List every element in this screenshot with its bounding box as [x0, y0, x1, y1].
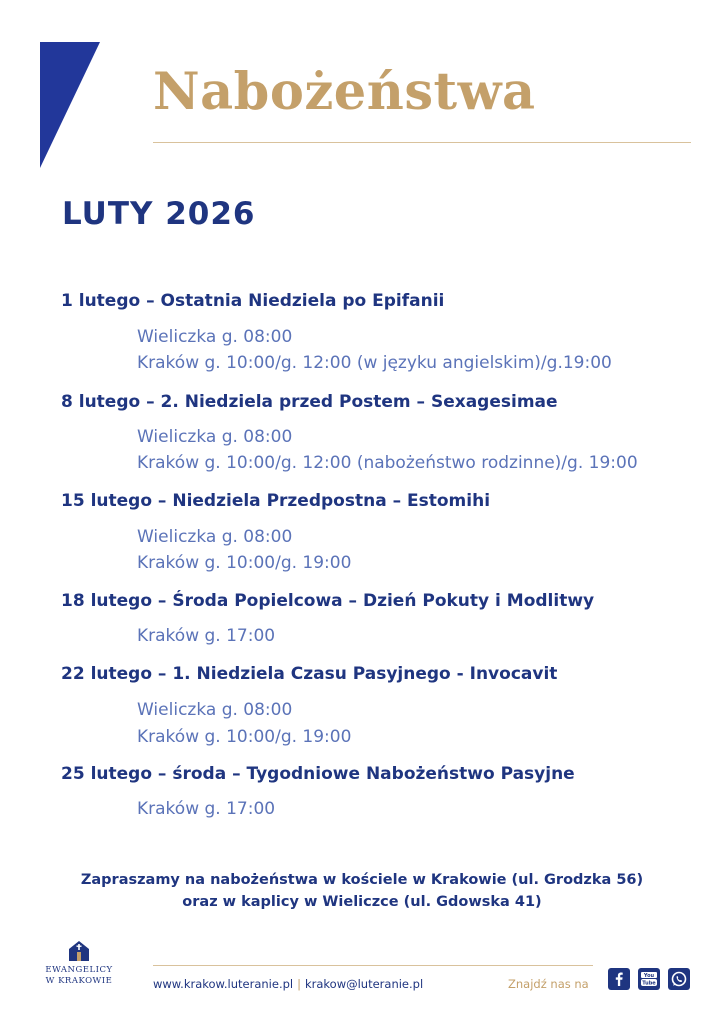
- service-title: 25 lutego – środa – Tygodniowe Nabożeństwo Pasyjne: [61, 764, 575, 784]
- website-link[interactable]: www.krakow.luteranie.pl: [153, 977, 294, 991]
- contact-info: [153, 977, 423, 991]
- title-divider: [153, 142, 691, 143]
- invitation-line: Zapraszamy na nabożeństwa w kościele w Krakowie (ul. Grodzka 56): [80, 872, 644, 888]
- service-time: Kraków g. 10:00/g. 12:00 (nabożeństwo rodzinne)/g. 19:00: [137, 453, 638, 473]
- facebook-icon[interactable]: [608, 968, 630, 990]
- church-house-icon: [68, 940, 90, 962]
- youtube-icon[interactable]: [638, 968, 660, 990]
- logo-text: W KRAKOWIE: [45, 976, 113, 986]
- whatsapp-icon[interactable]: [668, 968, 690, 990]
- service-title: 15 lutego – Niedziela Przedpostna – Estomihi: [61, 491, 491, 511]
- page-title: Nabożeństwa: [153, 62, 536, 122]
- service-time: Wieliczka g. 08:00: [137, 700, 293, 720]
- service-title: 22 lutego – 1. Niedziela Czasu Pasyjnego - Invocavit: [61, 664, 558, 684]
- service-time: Kraków g. 10:00/g. 12:00 (w języku angielskim)/g.19:00: [137, 353, 612, 373]
- invitation-line: oraz w kaplicy w Wieliczce (ul. Gdowska 41): [182, 894, 542, 910]
- month-heading: LUTY 2026: [62, 196, 256, 232]
- logo-text: EWANGELICY: [45, 965, 113, 975]
- corner-triangle-decoration: [40, 42, 100, 168]
- find-us-label: Znajdź nas na: [508, 977, 589, 991]
- service-title: 8 lutego – 2. Niedziela przed Postem – Sexagesimae: [61, 392, 558, 412]
- service-time: Wieliczka g. 08:00: [137, 427, 293, 447]
- service-time: Kraków g. 17:00: [137, 799, 276, 819]
- service-time: Kraków g. 10:00/g. 19:00: [137, 553, 352, 573]
- separator: |: [297, 977, 301, 991]
- svg-text:Tube: Tube: [642, 980, 656, 987]
- service-time: Kraków g. 17:00: [137, 626, 276, 646]
- email-link[interactable]: krakow@luteranie.pl: [304, 977, 424, 991]
- service-time: Wieliczka g. 08:00: [137, 327, 293, 347]
- footer-divider: [153, 965, 593, 966]
- service-time: Wieliczka g. 08:00: [137, 527, 293, 547]
- service-title: 18 lutego – Środa Popielcowa – Dzień Pokuty i Modlitwy: [61, 591, 595, 611]
- service-time: Kraków g. 10:00/g. 19:00: [137, 727, 352, 747]
- svg-text:You: You: [643, 973, 655, 979]
- church-logo: [38, 940, 120, 987]
- service-title: 1 lutego – Ostatnia Niedziela po Epifanii: [61, 291, 445, 311]
